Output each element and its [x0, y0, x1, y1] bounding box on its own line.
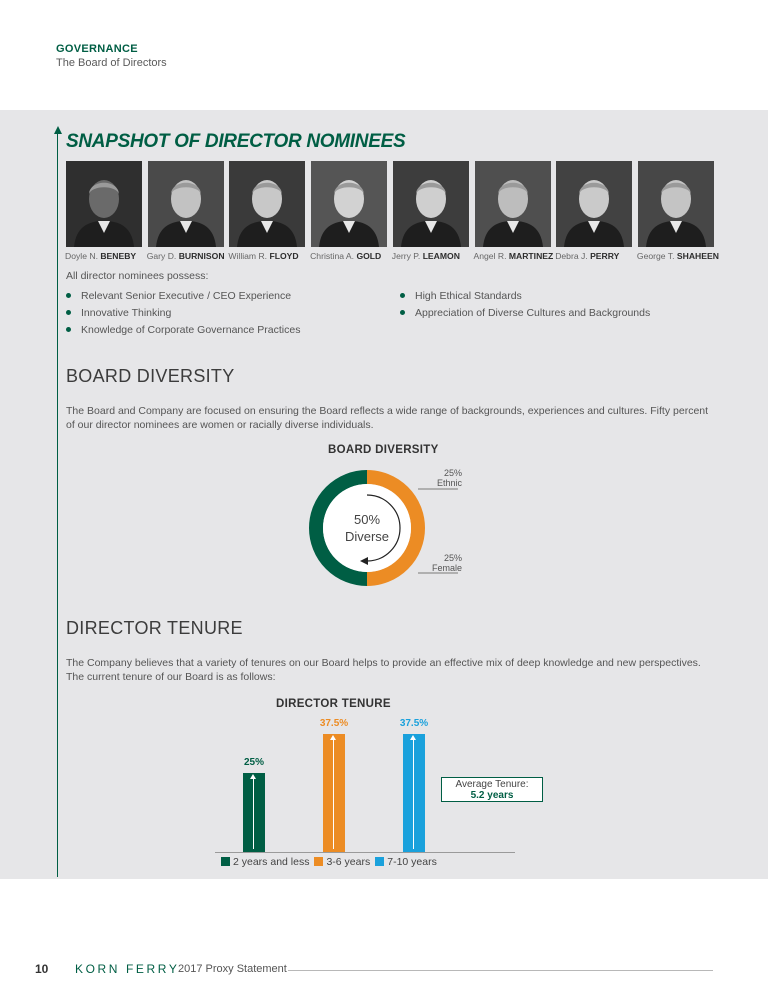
tenure-bar-value-label: 37.5%: [319, 718, 349, 729]
legend-label: 7-10 years: [387, 856, 437, 868]
donut-center-text: Diverse: [344, 529, 390, 544]
nominee-photo: [393, 161, 469, 247]
bullet-icon: [66, 327, 71, 332]
nominee-name: [65, 251, 145, 261]
bullet-icon: [66, 293, 71, 298]
nominee-photo: [638, 161, 714, 247]
nominee-name: [310, 251, 390, 261]
bar-arrow-line: [253, 776, 254, 849]
arrow-up-icon: [250, 774, 256, 779]
legend-item: [375, 856, 437, 868]
nominee-first-name: Doyle N.: [65, 251, 98, 261]
nominee-photo: [148, 161, 224, 247]
nominee-last-name: GOLD: [356, 251, 382, 261]
female-text: Female: [431, 563, 462, 573]
person-icon: [148, 161, 224, 247]
quality-item: [66, 307, 171, 319]
nominee-first-name: Angel R.: [473, 251, 507, 261]
average-tenure-value: 5.2 years: [470, 790, 514, 801]
nominee-last-name: BURNISON: [178, 251, 225, 261]
nominee-photo: [229, 161, 305, 247]
tenure-heading: DIRECTOR TENURE: [66, 618, 243, 638]
female-pct: 25%: [443, 553, 462, 563]
section-label: GOVERNANCE: [56, 43, 138, 55]
person-icon: [556, 161, 632, 247]
arrow-up-icon: [54, 126, 62, 134]
nominee-name: [392, 251, 472, 261]
quality-text: Knowledge of Corporate Governance Practices: [81, 324, 301, 336]
arrow-up-icon: [410, 735, 416, 740]
quality-text: Innovative Thinking: [81, 307, 172, 319]
nominee-first-name: George T.: [636, 251, 675, 261]
quality-item: [400, 290, 522, 302]
section-subtitle: The Board of Directors: [56, 57, 167, 69]
nominee-name: [637, 251, 717, 261]
legend-label: 3-6 years: [326, 856, 371, 868]
diversity-donut-chart: [300, 466, 480, 596]
nominee-first-name: Jerry P.: [391, 251, 421, 261]
donut-center-pct: 50%: [353, 512, 381, 527]
possess-intro: All director nominees possess:: [66, 270, 209, 282]
legend-item: [221, 856, 309, 868]
quality-text: Relevant Senior Executive / CEO Experience: [81, 290, 292, 302]
quality-item: [400, 307, 650, 319]
chart-baseline: [215, 852, 515, 853]
tenure-legend: [221, 856, 442, 868]
average-tenure-label: Average Tenure:: [455, 779, 529, 790]
bar-arrow-line: [333, 737, 334, 849]
nominee-name: [147, 251, 227, 261]
tenure-bar: [403, 734, 425, 852]
ethnic-label: [437, 468, 462, 488]
donut-center-label: [340, 511, 394, 545]
bullet-icon: [400, 310, 405, 315]
nominee-photo: [311, 161, 387, 247]
arrow-up-icon: [330, 735, 336, 740]
nominee-last-name: BENEBY: [100, 251, 137, 261]
female-label: [432, 553, 462, 573]
average-tenure-box: [441, 777, 543, 802]
ethnic-pct: 25%: [443, 468, 462, 478]
footer-rule: [288, 970, 713, 971]
person-icon: [475, 161, 551, 247]
brand-logo: KORN FERRY: [75, 962, 180, 976]
page-number: 10: [35, 962, 49, 976]
nominee-first-name: Gary D.: [146, 251, 177, 261]
tenure-chart-title: DIRECTOR TENURE: [276, 698, 391, 710]
bullet-icon: [66, 310, 71, 315]
nominee-first-name: Debra J.: [555, 251, 588, 261]
bar-arrow-line: [413, 737, 414, 849]
nominee-last-name: FLOYD: [269, 251, 299, 261]
nominee-first-name: William R.: [228, 251, 268, 261]
nominee-last-name: PERRY: [590, 251, 620, 261]
legend-swatch: [375, 857, 384, 866]
nominee-last-name: MARTINEZ: [508, 251, 554, 261]
legend-swatch: [221, 857, 230, 866]
diversity-paragraph: The Board and Company are focused on ensuring the Board reflects a wide range of backgrounds, experiences and cultures. Fifty percent of our director nominees are women or racially diverse individuals.: [66, 405, 709, 431]
tenure-bar-value-label: 37.5%: [399, 718, 429, 729]
nominee-name: [474, 251, 554, 261]
quality-item: [66, 290, 291, 302]
document-title: 2017 Proxy Statement: [178, 963, 287, 975]
quality-text: High Ethical Standards: [415, 290, 522, 302]
nominee-last-name: SHAHEEN: [676, 251, 719, 261]
nominee-photo: [556, 161, 632, 247]
person-icon: [311, 161, 387, 247]
legend-swatch: [314, 857, 323, 866]
nominee-last-name: LEAMON: [422, 251, 460, 261]
person-icon: [638, 161, 714, 247]
quality-item: [66, 324, 300, 336]
quality-text: Appreciation of Diverse Cultures and Backgrounds: [415, 307, 651, 319]
person-icon: [393, 161, 469, 247]
legend-label: 2 years and less: [233, 856, 310, 868]
person-icon: [229, 161, 305, 247]
ethnic-text: Ethnic: [436, 478, 462, 488]
diversity-chart-title: BOARD DIVERSITY: [328, 444, 439, 456]
nominee-first-name: Christina A.: [310, 251, 355, 261]
tenure-bar-value-label: 25%: [243, 757, 264, 769]
snapshot-title: SNAPSHOT OF DIRECTOR NOMINEES: [66, 131, 406, 152]
tenure-bar: [323, 734, 345, 852]
person-icon: [66, 161, 142, 247]
legend-item: [314, 856, 370, 868]
nominee-name: [228, 251, 308, 261]
accent-line: [57, 133, 58, 877]
nominee-photo: [475, 161, 551, 247]
nominee-name: [555, 251, 635, 261]
tenure-paragraph: The Company believes that a variety of tenures on our Board helps to provide an effective mix of deep knowledge and new perspectives. The current tenure of our Board is as follows:: [66, 657, 701, 683]
diversity-heading: BOARD DIVERSITY: [66, 366, 235, 386]
tenure-bar: [243, 773, 265, 852]
bullet-icon: [400, 293, 405, 298]
nominee-photo: [66, 161, 142, 247]
